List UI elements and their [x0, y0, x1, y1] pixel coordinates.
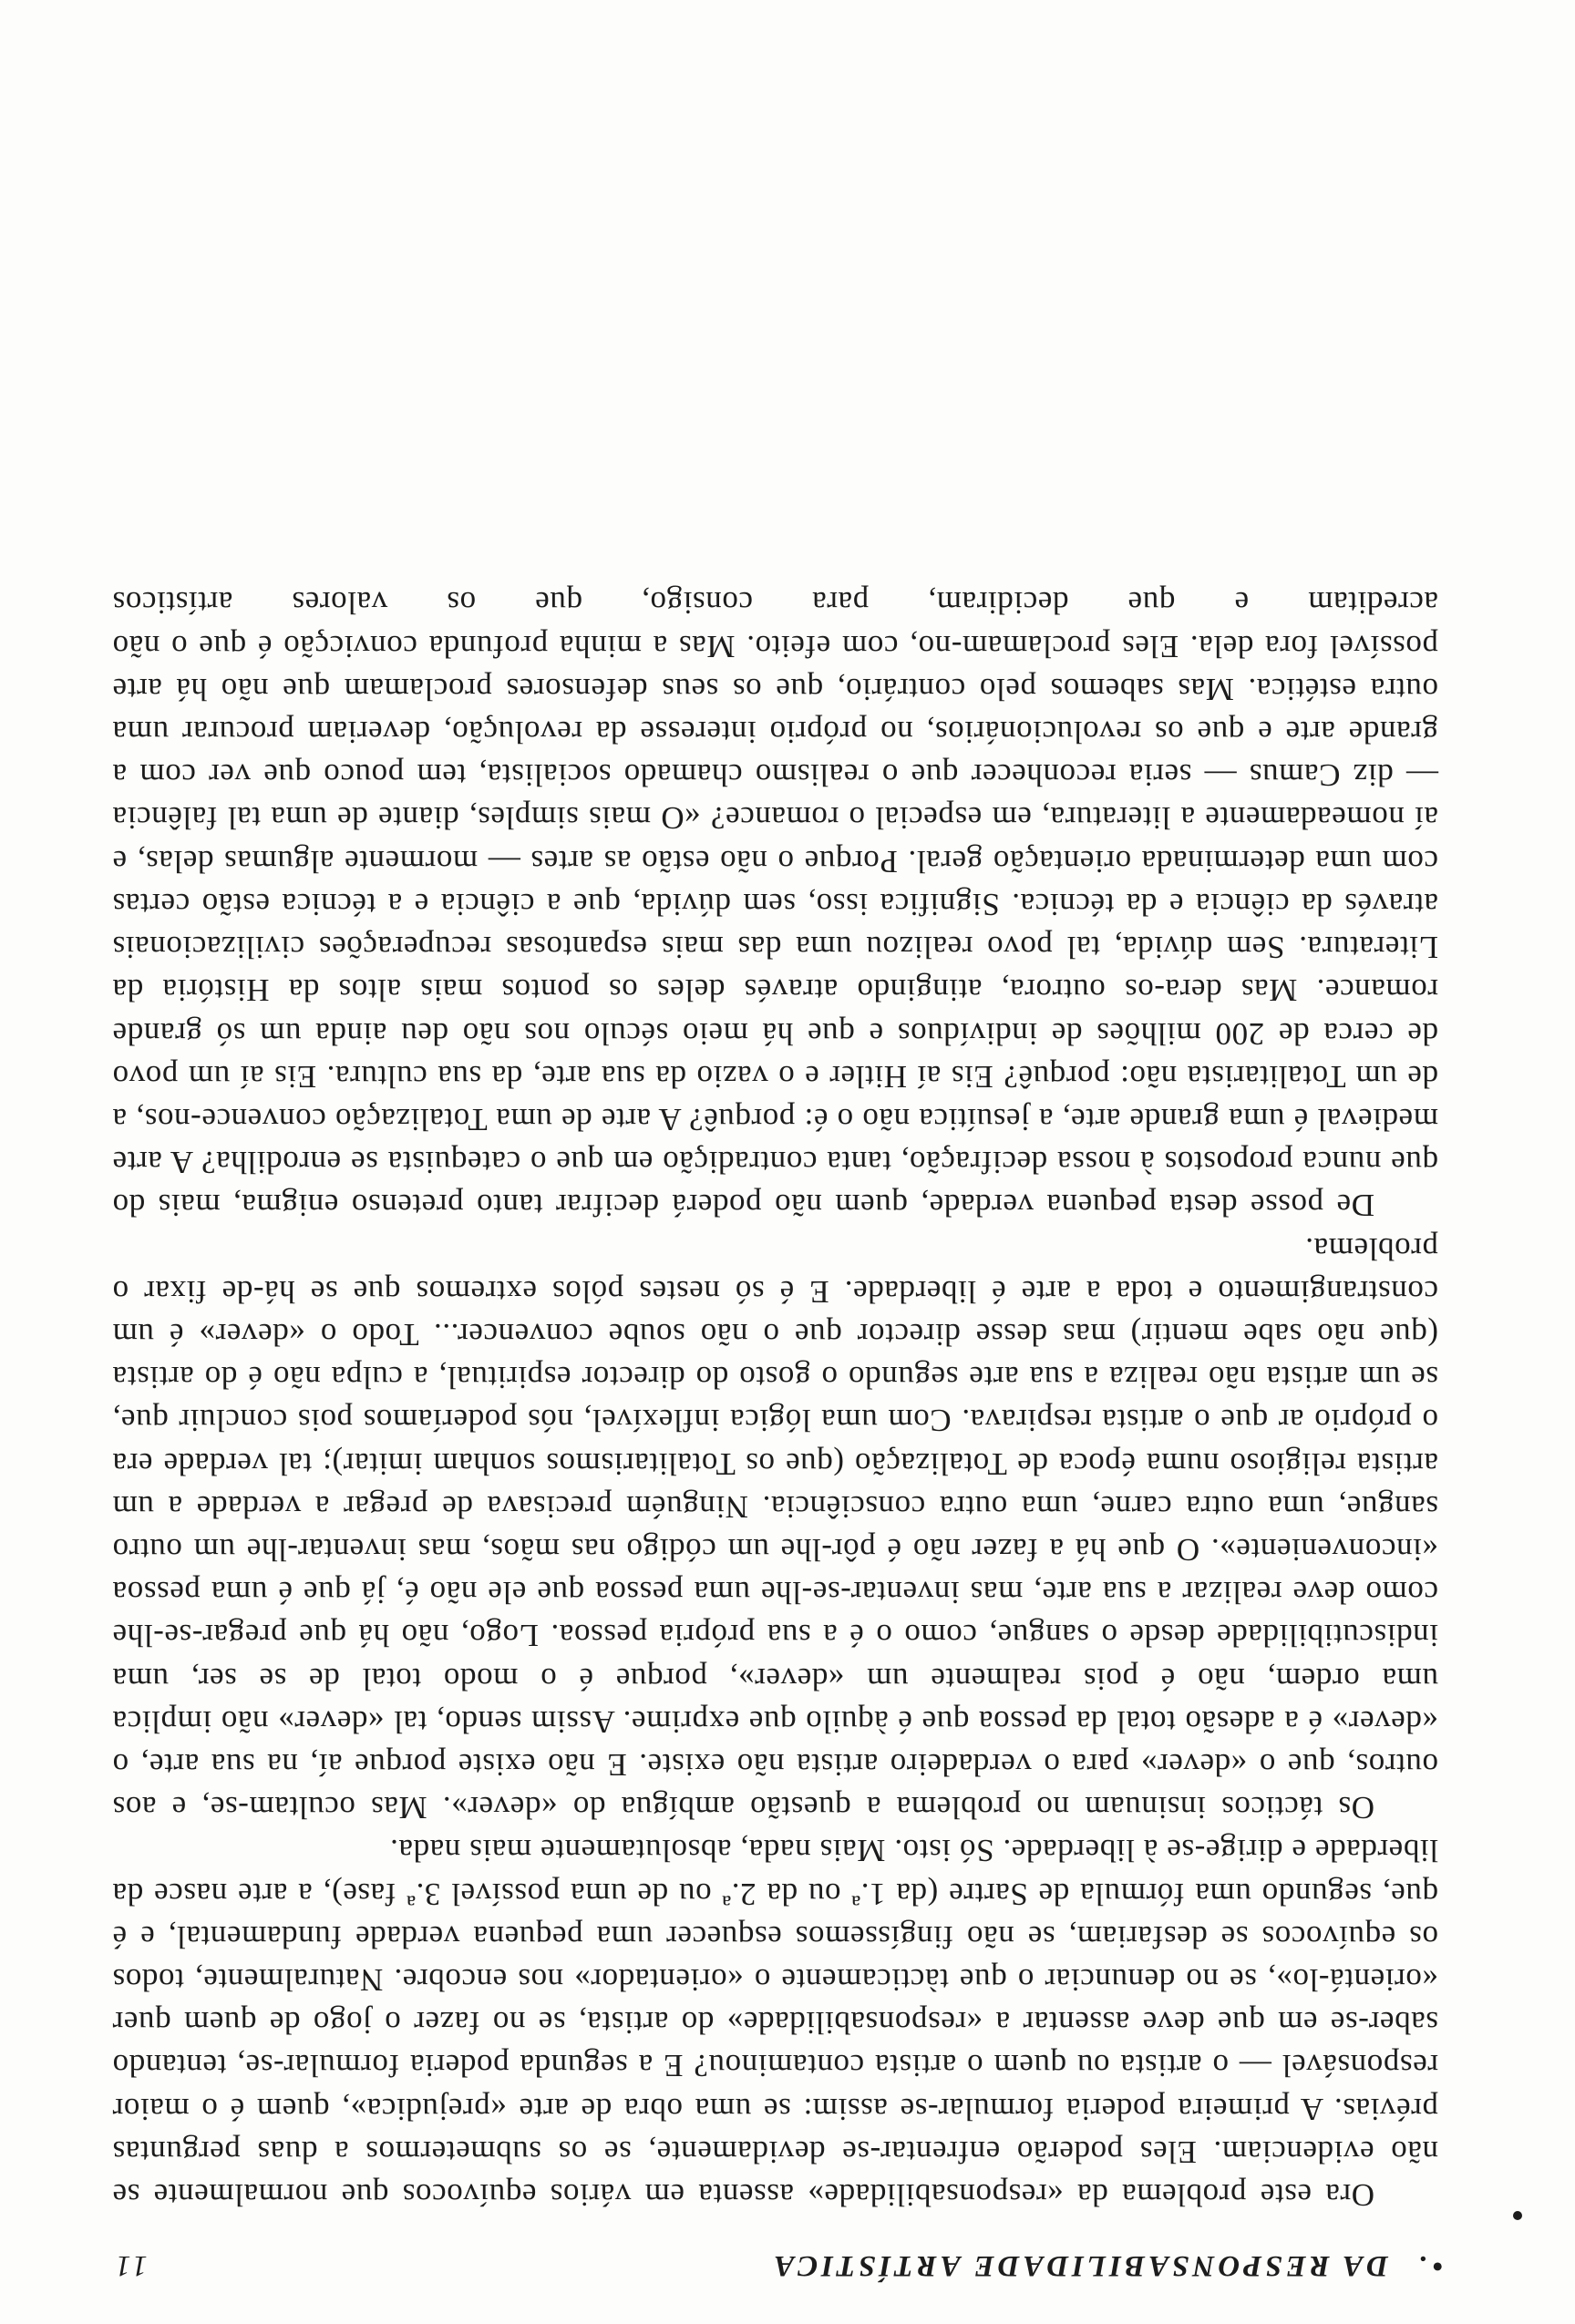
paragraph-1: Ora este problema da «responsabilidade» assenta em vários equívocos que normalmente se não evidenciam. Eles poderão enfrentar-se devidamente, se os submetermos a duas perguntas prévias. A primeira poderia formular-se assim: se uma obra de arte «prejudica», quem é o maior responsável — o artista ou quem o artista contaminou? E a segunda poderia formular-se, tentando saber-se em que deve assentar a «responsabilidade» do artista, se no fazer o jogo de quem quer «orientá-lo», se no denunciar o que tàcticamente o «orientador» nos encobre. Naturalmente, todos os equívocos se desfariam, se não fingíssemos esquecer uma pequena verdade fundamental, e é que, segundo uma fórmula de Sartre (da 1.ª ou da 2.ª ou de uma possível 3.ª fase), a arte nasce da liberdade e dirige-se à liberdade. Só isto. Mais nada, absolutamente mais nada.: [112, 1833, 1438, 2213]
body-text: [112, 581, 1438, 2216]
page-number: 11: [112, 2249, 148, 2282]
paragraph-2: Os tácticos insinuam no problema a questão ambígua do «dever». Mas ocultam-se, e aos outros, que o «dever» para o verdadeiro artista não existe. E não existe porque aí, na sua arte, o «dever» é a adesão total da pessoa que é àquilo que exprime. Assim sendo, tal «dever» não implica uma ordem, não é pois realmente um «dever», porque é o modo total de se ser, uma indiscutibilidade desde o sangue, como o é a sua própria pessoa. Logo, não há que pregar-se-lhe como deve realizar a sua arte, mas inventar-se-lhe uma pessoa que ele não é, já que é uma pessoa «inconveniente». O que há a fazer não é pôr-lhe um código nas mãos, mas inventar-lhe um outro sangue, uma outra carne, uma outra consciência. Ninguém precisava de pregar a verdade a um artista religioso numa época de Totalização (que os Totalitarismos sonham imitar); tal verdade era o próprio ar que o artista respirava. Com uma lógica inflexível, nós poderíamos pois concluir que, se um artista não realiza a sua arte segundo o gosto do director espiritual, a culpa não é do artista (que não sabe mentir) mas desse director que o não soube convencer... Todo o «dever» é um constrangimento e toda a arte é liberdade. E é só nestes pólos extremos que se há-de fixar o problema.: [112, 1230, 1438, 1826]
header-ornament: •.: [1414, 2249, 1443, 2282]
paragraph-3: De posse desta pequena verdade, quem não poderá decifrar tanto pretenso enigma, mais do que nunca propostos à nossa decifração, tanta contradição em que o catequista se enrodilha? A arte medieval é uma grande arte, a jesuítica não o é: porquê? A arte de uma Totalização convence-nos, a de um Totalitarista não: porquê? Eis aí Hitler e o vazio da sua arte, da sua cultura. Eis aí um povo de cerca de 200 milhões de indivíduos e que há meio século nos não deu ainda um só grande romance. Mas dera-os outrora, atingindo através deles os pontos mais altos da História da Literatura. Sem dúvida, tal povo realizou uma das mais espantosas recuperações civilizacionais através da ciência e da técnica. Significa isso, sem dúvida, que a ciência e a técnica estão certas com uma determinada orientação geral. Porque o não estão as artes — mormente algumas delas, e aí nomeadamente a literatura, em especial o romance? «O mais simples, diante de uma tal falência — diz Camus — seria reconhecer que o realismo chamado socialista, tem pouco que ver com a grande arte e que os revolucionários, no próprio interesse da revolução, deveriam procurar uma outra estética. Mas sabemos pelo contrário, que os seus defensores proclamam que não há arte possível fora dela. Eles proclamam-no, com efeito. Mas a minha profunda convicção é que o não acreditam e que decidiram, para consigo, que os valores artísticos: [112, 585, 1438, 1224]
running-head: [112, 2237, 1443, 2284]
running-title: DA RESPONSABILIDADE ARTÍSTICA: [770, 2249, 1388, 2282]
margin-dot: [1513, 2211, 1522, 2220]
